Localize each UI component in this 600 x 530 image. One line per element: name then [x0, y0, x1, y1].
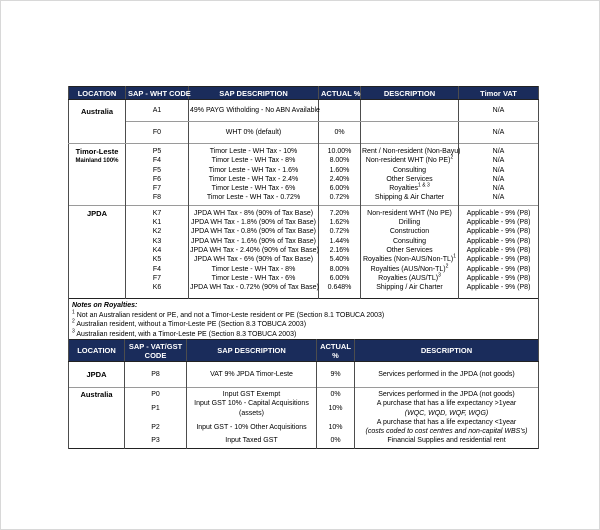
column-header-actual-percent: ACTUAL %	[317, 340, 355, 362]
group-jpda	[69, 205, 539, 299]
column-header-timor-vat: Timor VAT	[459, 87, 539, 100]
location-name: JPDA	[86, 369, 107, 379]
note-superscript: 3	[72, 328, 75, 335]
cell-timor-vat: Applicable - 9% (P8)	[459, 205, 539, 218]
cell-sap-wht-code: F7	[126, 184, 189, 193]
cell-timor-vat: Applicable - 9% (P8)	[459, 246, 539, 255]
cell-sap-description: Input GST 10% - Capital Acquisitions (assets)	[187, 399, 317, 418]
cell-location	[69, 100, 126, 144]
cell-sap-wht-code: F6	[126, 175, 189, 184]
table-row	[69, 175, 539, 184]
cell-sap-description: JPDA WH Tax - 6% (90% of Tax Base)	[189, 255, 319, 264]
text-run: A purchase that has a life expectancy <1year	[376, 418, 517, 426]
cell-description: Consulting	[361, 166, 459, 175]
note-text: Australian resident, with a Timor-Leste PE (Section 8.3 TOBUCA 2003)	[74, 330, 297, 338]
cell-timor-vat: Applicable - 9% (P8)	[459, 237, 539, 246]
cell-timor-vat: Applicable - 9% (P8)	[459, 255, 539, 264]
cell-description: Shipping / Air Charter	[361, 283, 459, 299]
vat-gst-table	[68, 339, 539, 449]
table-row	[69, 184, 539, 193]
cell-timor-vat: N/A	[459, 184, 539, 193]
cell-actual-percent: 7.20%	[319, 205, 361, 218]
cell-timor-vat: Applicable - 9% (P8)	[459, 265, 539, 274]
cell-description: Drilling	[361, 218, 459, 227]
cell-actual-percent: 0.648%	[319, 283, 361, 299]
cell-actual-percent: 0.72%	[319, 227, 361, 236]
cell-sap-description: Timor Leste - WH Tax - 2.4%	[189, 175, 319, 184]
cell-sap-description: 49% PAYG Witholding - No ABN Available	[189, 100, 319, 122]
cell-sap-description: JPDA WH Tax - 0.8% (90% of Tax Base)	[189, 227, 319, 236]
table-row	[69, 362, 539, 388]
notes-row	[69, 299, 539, 343]
header-row	[69, 87, 539, 100]
cell-description: Services performed in the JPDA (not goods)	[355, 388, 539, 400]
cell-sap-description: JPDA WH Tax - 1.8% (90% of Tax Base)	[189, 218, 319, 227]
column-header-sap-wht-code: SAP - WHT CODE	[126, 87, 189, 100]
location-sublabel: Mainland 100%	[75, 158, 119, 165]
location-name: Australia	[80, 390, 113, 399]
cell-timor-vat: N/A	[459, 166, 539, 175]
cell-actual-percent: 0%	[317, 436, 355, 448]
cell-description: Non-resident WHT (No PE)	[361, 205, 459, 218]
superscript: 2	[450, 154, 454, 161]
cell-description: Services performed in the JPDA (not goods)	[355, 362, 539, 388]
cell-timor-vat: N/A	[459, 175, 539, 184]
cell-description: Other Services	[361, 246, 459, 255]
cell-actual-percent: 6.00%	[319, 184, 361, 193]
cell-actual-percent: 0%	[317, 388, 355, 400]
cell-actual-percent: 10%	[317, 399, 355, 418]
cell-sap-description: Timor Leste - WH Tax - 6%	[189, 274, 319, 283]
table-row	[69, 166, 539, 175]
group-timor-leste	[69, 144, 539, 206]
cell-sap-wht-code: F8	[126, 193, 189, 205]
table-row	[69, 144, 539, 157]
cell-sap-description: Timor Leste - WH Tax - 0.72%	[189, 193, 319, 205]
note-line	[72, 320, 534, 329]
location-name: JPDA	[86, 208, 107, 218]
cell-sap-description: Timor Leste - WH Tax - 8%	[189, 265, 319, 274]
cell-timor-vat: N/A	[459, 156, 539, 165]
cell-description	[361, 255, 459, 264]
table-row	[69, 237, 539, 246]
cell-sap-wht-code: F4	[126, 156, 189, 165]
note-superscript: 2	[72, 318, 75, 325]
superscript: 1	[453, 253, 457, 260]
cell-sap-wht-code: F4	[126, 265, 189, 274]
cell-description	[361, 265, 459, 274]
cell-description: Other Services	[361, 175, 459, 184]
cell-description	[361, 274, 459, 283]
cell-sap-vat-gst-code: P0	[125, 388, 187, 400]
cell-sap-vat-gst-code: P8	[125, 362, 187, 388]
cell-sap-wht-code: K4	[126, 246, 189, 255]
cell-actual-percent: 2.40%	[319, 175, 361, 184]
cell-description: Rent / Non-resident (Non-Bayu)	[361, 144, 459, 157]
cell-actual-percent: 5.40%	[319, 255, 361, 264]
cell-actual-percent: 8.00%	[319, 156, 361, 165]
note-line	[72, 311, 534, 320]
cell-description: Financial Supplies and residential rent	[355, 436, 539, 448]
column-header-description: DESCRIPTION	[361, 87, 459, 100]
column-header-sap-vat-gst-code: SAP - VAT/GST CODE	[125, 340, 187, 362]
cell-actual-percent: 8.00%	[319, 265, 361, 274]
note-text: Not an Australian resident or PE, and not a Timor-Leste resident or PE (Section 8.1 TOBUCA 2003)	[74, 311, 385, 319]
cell-location	[69, 205, 126, 299]
cell-sap-vat-gst-code: P1	[125, 399, 187, 418]
table-row	[69, 100, 539, 122]
table-row	[69, 218, 539, 227]
cell-sap-description: WHT 0% (default)	[189, 122, 319, 144]
cell-actual-percent: 10%	[317, 418, 355, 437]
location-name: Australia	[80, 107, 114, 116]
table-row	[69, 283, 539, 299]
cell-location	[69, 144, 126, 206]
cell-timor-vat: N/A	[459, 100, 539, 122]
cell-actual-percent: 1.44%	[319, 237, 361, 246]
cell-sap-description: Input Taxed GST	[187, 436, 317, 448]
cell-sap-wht-code: A1	[126, 100, 189, 122]
wht-tax-table	[68, 86, 539, 343]
note-line	[72, 330, 534, 339]
superscript: 1 & 3	[418, 182, 430, 189]
cell-sap-description: JPDA WH Tax - 2.40% (90% of Tax Base)	[190, 246, 319, 254]
cell-sap-wht-code: F5	[126, 166, 189, 175]
column-header-actual-percent: ACTUAL %	[319, 87, 361, 100]
column-header-location: LOCATION	[69, 87, 126, 100]
text-run: Royalties (AUS/Non-TL)	[370, 265, 446, 273]
table-row	[69, 399, 539, 418]
cell-location	[69, 362, 125, 388]
cell-description: Shipping & Air Charter	[361, 193, 459, 205]
group-australia	[69, 100, 539, 144]
cell-sap-description: JPDA WH Tax - 8% (90% of Tax Base)	[189, 205, 319, 218]
notes-cell	[69, 299, 539, 343]
cell-description	[361, 122, 459, 144]
cell-sap-wht-code: K5	[126, 255, 189, 264]
cell-actual-percent: 10.00%	[319, 144, 361, 157]
cell-timor-vat: Applicable - 9% (P8)	[459, 283, 539, 299]
cell-timor-vat: Applicable - 9% (P8)	[459, 218, 539, 227]
cell-timor-vat: N/A	[459, 193, 539, 205]
column-header-sap-description: SAP DESCRIPTION	[189, 87, 319, 100]
cell-actual-percent: 0.72%	[319, 193, 361, 205]
text-run: Royalties	[389, 185, 419, 193]
vat-table-header	[69, 340, 539, 362]
notes-title: Notes on Royalties:	[72, 302, 138, 310]
table-row	[69, 246, 539, 255]
table-row	[69, 193, 539, 205]
cell-sap-description: Input GST - 10% Other Acquisitions	[187, 418, 317, 437]
table-row	[69, 436, 539, 448]
cell-sap-description: JPDA WH Tax - 0.72% (90% of Tax Base)	[189, 283, 319, 299]
cell-actual-percent: 1.60%	[319, 166, 361, 175]
cell-actual-percent: 9%	[317, 362, 355, 388]
cell-sap-description: Input GST Exempt	[187, 388, 317, 400]
cell-location	[69, 388, 125, 449]
cell-sap-vat-gst-code: P3	[125, 436, 187, 448]
column-header-description: DESCRIPTION	[355, 340, 539, 362]
table-row	[69, 274, 539, 283]
cell-description	[361, 184, 459, 193]
text-run: Royalties (Non-AUS/Non-TL)	[362, 256, 454, 264]
table-row	[69, 156, 539, 165]
cell-sap-wht-code: K7	[126, 205, 189, 218]
header-row	[69, 340, 539, 362]
text-run: (WQC, WQD, WQF, WQG)	[404, 409, 489, 417]
table-row	[69, 255, 539, 264]
cell-sap-description: JPDA WH Tax - 1.6% (90% of Tax Base)	[189, 237, 319, 246]
cell-sap-wht-code: K2	[126, 227, 189, 236]
cell-description	[361, 100, 459, 122]
cell-actual-percent: 0%	[319, 122, 361, 144]
column-header-sap-description: SAP DESCRIPTION	[187, 340, 317, 362]
cell-actual-percent: 1.62%	[319, 218, 361, 227]
table-row	[69, 122, 539, 144]
cell-timor-vat: N/A	[459, 144, 539, 157]
table-row	[69, 388, 539, 400]
cell-sap-description: Timor Leste - WH Tax - 8%	[189, 156, 319, 165]
wht-table-header	[69, 87, 539, 100]
cell-actual-percent	[319, 100, 361, 122]
cell-sap-description: Timor Leste - WH Tax - 10%	[189, 144, 319, 157]
column-header-location: LOCATION	[69, 340, 125, 362]
cell-sap-wht-code: F0	[126, 122, 189, 144]
table-row	[69, 227, 539, 236]
cell-sap-description: Timor Leste - WH Tax - 6%	[189, 184, 319, 193]
cell-description: Consulting	[361, 237, 459, 246]
cell-timor-vat: Applicable - 9% (P8)	[459, 227, 539, 236]
table-row	[69, 418, 539, 437]
cell-description	[361, 156, 459, 165]
text-run: Royalties (AUS/TL)	[378, 274, 439, 282]
cell-description: Construction	[361, 227, 459, 236]
text-run: Non-resident WHT (No PE)	[365, 157, 451, 165]
cell-sap-description: Timor Leste - WH Tax - 1.6%	[189, 166, 319, 175]
table-row	[69, 265, 539, 274]
cell-sap-wht-code: K3	[126, 237, 189, 246]
cell-actual-percent: 2.16%	[319, 246, 361, 255]
note-text: Australian resident, without a Timor-Leste PE (Section 8.3 TOBUCA 2003)	[74, 321, 307, 329]
cell-timor-vat: Applicable - 9% (P8)	[459, 274, 539, 283]
cell-sap-wht-code: K1	[126, 218, 189, 227]
cell-sap-wht-code: P5	[126, 144, 189, 157]
location-name: Timor-Leste	[75, 147, 119, 156]
group-jpda	[69, 362, 539, 388]
cell-sap-description: VAT 9% JPDA Timor-Leste	[187, 362, 317, 388]
cell-sap-wht-code: F7	[126, 274, 189, 283]
group-australia	[69, 388, 539, 449]
text-run: (costs coded to cost centres and non-capital WBS's)	[365, 428, 528, 436]
cell-sap-vat-gst-code: P2	[125, 418, 187, 437]
cell-sap-wht-code: K6	[126, 283, 189, 299]
cell-description	[355, 418, 539, 437]
royalties-notes	[69, 299, 539, 343]
cell-actual-percent: 6.00%	[319, 274, 361, 283]
cell-timor-vat: N/A	[459, 122, 539, 144]
note-superscript: 1	[72, 309, 75, 316]
text-run: A purchase that has a life expectancy >1year	[376, 400, 517, 408]
superscript: 3	[438, 272, 441, 279]
table-row	[69, 205, 539, 218]
cell-description	[355, 399, 539, 418]
superscript: 2	[445, 263, 449, 270]
